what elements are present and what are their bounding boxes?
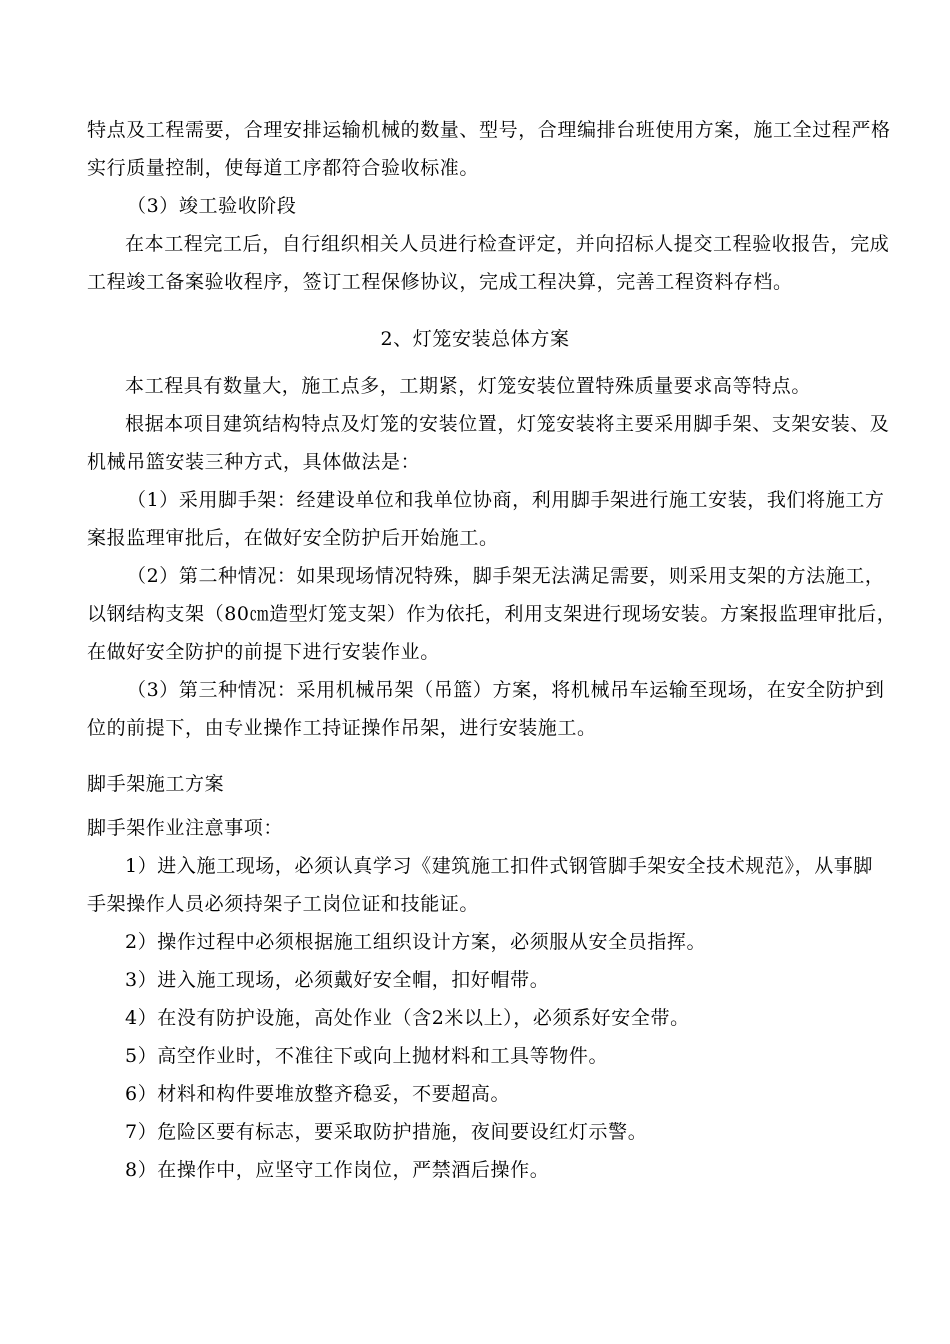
- paragraph-line: 根据本项目建筑结构特点及灯笼的安装位置，灯笼安装将主要采用脚手架、支架安装、及: [125, 413, 890, 435]
- paragraph-line: 机械吊篮安装三种方式，具体做法是：: [87, 451, 421, 473]
- paragraph-line: 工程竣工备案验收程序，签订工程保修协议，完成工程决算，完善工程资料存档。: [87, 271, 793, 293]
- list-item: 4）在没有防护设施，高处作业（含2米以上），必须系好安全带。: [125, 1007, 690, 1029]
- paragraph-line: 案报监理审批后，在做好安全防护后开始施工。: [87, 527, 499, 549]
- list-item: 2）操作过程中必须根据施工组织设计方案，必须服从安全员指挥。: [125, 931, 707, 953]
- paragraph-line: 以钢结构支架（80㎝造型灯笼支架）作为依托，利用支架进行现场安装。方案报监理审批后，: [87, 603, 897, 625]
- list-item-continuation: 手架操作人员必须持架子工岗位证和技能证。: [87, 893, 480, 915]
- list-item: 7）危险区要有标志，要采取防护措施，夜间要设红灯示警。: [125, 1121, 648, 1143]
- section-subheading: 脚手架作业注意事项：: [87, 817, 284, 839]
- paragraph-line: 在本工程完工后，自行组织相关人员进行检查评定，并向招标人提交工程验收报告，完成: [125, 233, 890, 255]
- section-title: 2、灯笼安装总体方案: [380, 328, 570, 350]
- paragraph-line: 实行质量控制，使每道工序都符合验收标准。: [87, 157, 480, 179]
- section-heading: 脚手架施工方案: [87, 773, 225, 795]
- paragraph-line: 本工程具有数量大，施工点多，工期紧，灯笼安装位置特殊质量要求高等特点。: [125, 375, 812, 397]
- list-item: 6）材料和构件要堆放整齐稳妥，不要超高。: [125, 1083, 511, 1105]
- paragraph-line: （2）第二种情况：如果现场情况特殊，脚手架无法满足需要，则采用支架的方法施工，: [127, 565, 885, 587]
- paragraph-line: （3）第三种情况：采用机械吊架（吊篮）方案，将机械吊车运输至现场，在安全防护到: [127, 679, 885, 701]
- list-item: 5）高空作业时，不准往下或向上抛材料和工具等物件。: [125, 1045, 609, 1067]
- list-item: 3）进入施工现场，必须戴好安全帽，扣好帽带。: [125, 969, 550, 991]
- paragraph-line: 特点及工程需要，合理安排运输机械的数量、型号，合理编排台班使用方案，施工全过程严格: [87, 119, 891, 141]
- paragraph-line: 在做好安全防护的前提下进行安装作业。: [87, 641, 440, 663]
- list-item: 1）进入施工现场，必须认真学习《建筑施工扣件式钢管脚手架安全技术规范》，从事脚: [125, 855, 873, 877]
- list-item: 8）在操作中，应坚守工作岗位，严禁酒后操作。: [125, 1159, 550, 1181]
- paragraph-line: 位的前提下，由专业操作工持证操作吊架，进行安装施工。: [87, 717, 597, 739]
- section-heading: （3）竣工验收阶段: [127, 195, 297, 217]
- paragraph-line: （1）采用脚手架：经建设单位和我单位协商，利用脚手架进行施工安装，我们将施工方: [127, 489, 885, 511]
